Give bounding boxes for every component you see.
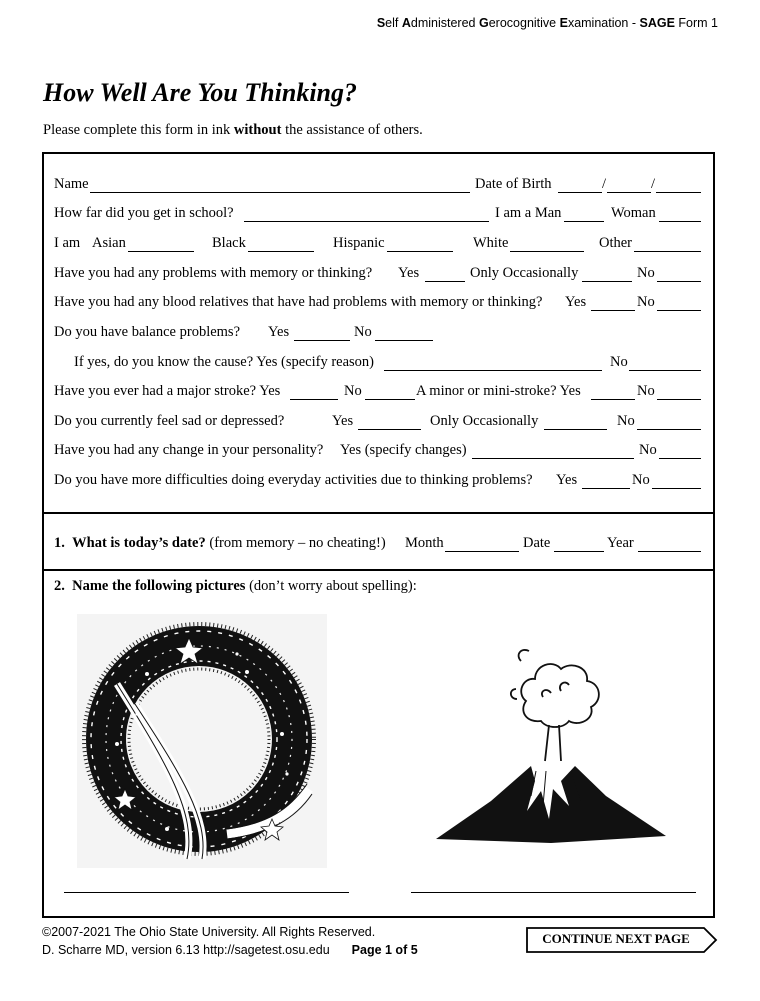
balance-question: Do you have balance problems? (54, 324, 241, 340)
no-label: No (610, 354, 628, 370)
depression-question: Do you currently feel sad or depressed? (54, 413, 285, 429)
date-label: Date (523, 535, 551, 551)
year-field[interactable] (638, 551, 701, 552)
balance-no-field[interactable] (375, 340, 433, 341)
personality-no-field[interactable] (659, 458, 701, 459)
memory-yes-field[interactable] (425, 281, 465, 282)
school-field[interactable] (244, 221, 489, 222)
no-label: No (354, 324, 372, 340)
major-stroke-yes-field[interactable] (290, 399, 338, 400)
black-field[interactable] (248, 251, 314, 252)
year-label: Year (607, 535, 634, 551)
no-label: No (639, 442, 657, 458)
dob-month-field[interactable] (558, 192, 602, 193)
white-label: White (473, 235, 509, 251)
page-title: How Well Are You Thinking? (43, 78, 358, 107)
ethnicity-label: I am (54, 235, 81, 251)
header-text-part: erocognitive (488, 16, 560, 30)
question-2-text: 2. Name the following pictures (don’t worry about spelling): (54, 578, 417, 594)
woman-field[interactable] (659, 221, 701, 222)
dob-separator: / (651, 176, 656, 192)
volcano-answer-field[interactable] (411, 892, 696, 893)
depression-no-field[interactable] (637, 429, 701, 430)
relatives-no-field[interactable] (657, 310, 701, 311)
memory-occasionally-field[interactable] (582, 281, 632, 282)
question-2-section (42, 569, 715, 918)
balance-cause-no-field[interactable] (629, 370, 701, 371)
yes-label: Yes (398, 265, 420, 281)
wreath-answer-field[interactable] (64, 892, 349, 893)
asian-field[interactable] (128, 251, 194, 252)
stroke-row (54, 383, 703, 403)
question-1-row (54, 535, 703, 555)
relatives-yes-field[interactable] (591, 310, 635, 311)
no-label: No (632, 472, 650, 488)
activities-no-field[interactable] (652, 488, 701, 489)
dob-separator: / (602, 176, 607, 192)
black-label: Black (212, 235, 246, 251)
man-field[interactable] (564, 221, 604, 222)
month-field[interactable] (445, 551, 519, 552)
personality-yes-label: Yes (specify changes) (340, 442, 467, 458)
white-field[interactable] (510, 251, 584, 252)
man-label: I am a Man (495, 205, 562, 221)
question-1-section (42, 512, 715, 571)
copyright-text: ©2007-2021 The Ohio State University. All Rights Reserved. (42, 925, 376, 939)
no-label: No (637, 265, 655, 281)
header-text-part: S (376, 16, 386, 30)
name-row (54, 176, 703, 196)
dob-year-field[interactable] (656, 192, 701, 193)
question-1-text: 1. What is today’s date? (from memory – no cheating!) (54, 535, 386, 551)
dob-label: Date of Birth (475, 176, 552, 192)
header-text-part: xamination - (567, 16, 640, 30)
no-label: No (617, 413, 635, 429)
ethnicity-row (54, 235, 703, 255)
balance-cause-question: If yes, do you know the cause? Yes (specify reason) (74, 354, 374, 370)
hispanic-field[interactable] (387, 251, 453, 252)
month-label: Month (405, 535, 444, 551)
woman-label: Woman (611, 205, 656, 221)
header-text-part: Form 1 (674, 16, 718, 30)
other-label: Other (599, 235, 633, 251)
header-text-part: elf (385, 16, 402, 30)
activities-question: Do you have more difficulties doing everyday activities due to thinking problems? (54, 472, 533, 488)
header-text-part: A (401, 16, 411, 30)
yes-label: Yes (556, 472, 578, 488)
other-field[interactable] (634, 251, 701, 252)
header-text-part: G (478, 16, 489, 30)
name-label: Name (54, 176, 89, 192)
occasionally-label: Only Occasionally (470, 265, 579, 281)
yes-label: Yes (332, 413, 354, 429)
continue-next-page-label: CONTINUE NEXT PAGE (542, 931, 690, 946)
form-header (377, 16, 718, 30)
continue-next-page-button[interactable] (526, 927, 718, 953)
date-field[interactable] (554, 551, 604, 552)
minor-stroke-question: A minor or mini-stroke? Yes (416, 383, 581, 399)
yes-label: Yes (268, 324, 290, 340)
yes-label: Yes (565, 294, 587, 310)
major-stroke-question: Have you ever had a major stroke? Yes (54, 383, 281, 399)
balance-yes-field[interactable] (294, 340, 350, 341)
no-label: No (344, 383, 362, 399)
memory-row (54, 265, 703, 285)
volcano-picture (431, 621, 671, 856)
page-number: Page 1 of 5 (351, 943, 418, 957)
personality-yes-field[interactable] (472, 458, 634, 459)
header-text-part: SAGE (639, 16, 675, 30)
balance-row (54, 324, 703, 344)
relatives-question: Have you had any blood relatives that have had problems with memory or thinking? (54, 294, 543, 310)
activities-row (54, 472, 703, 492)
memory-no-field[interactable] (657, 281, 701, 282)
wreath-picture (77, 614, 327, 868)
balance-cause-field[interactable] (384, 370, 602, 371)
activities-yes-field[interactable] (582, 488, 630, 489)
minor-stroke-yes-field[interactable] (591, 399, 635, 400)
instructions: Please complete this form in ink without the assistance of others. (43, 122, 423, 138)
occasionally-label: Only Occasionally (430, 413, 539, 429)
hispanic-label: Hispanic (333, 235, 385, 251)
depression-occasionally-field[interactable] (544, 429, 607, 430)
minor-stroke-no-field[interactable] (657, 399, 701, 400)
question-2-row (54, 578, 703, 598)
balance-cause-row (74, 354, 703, 374)
header-text-part: dministered (410, 16, 479, 30)
name-field[interactable] (90, 192, 470, 193)
relatives-row (54, 294, 703, 314)
personality-row (54, 442, 703, 462)
asian-label: Asian (92, 235, 126, 251)
demographics-section (42, 152, 715, 514)
school-row (54, 205, 703, 225)
personality-question: Have you had any change in your personality? (54, 442, 324, 458)
school-label: How far did you get in school? (54, 205, 234, 221)
depression-yes-field[interactable] (358, 429, 421, 430)
dob-day-field[interactable] (607, 192, 651, 193)
author-text: D. Scharre MD, version 6.13 http://sagetest.osu.edu Page 1 of 5 (42, 943, 418, 957)
no-label: No (637, 383, 655, 399)
major-stroke-no-field[interactable] (365, 399, 415, 400)
header-text-part: E (559, 16, 568, 30)
memory-question: Have you had any problems with memory or thinking? (54, 265, 373, 281)
depression-row (54, 413, 703, 433)
no-label: No (637, 294, 655, 310)
